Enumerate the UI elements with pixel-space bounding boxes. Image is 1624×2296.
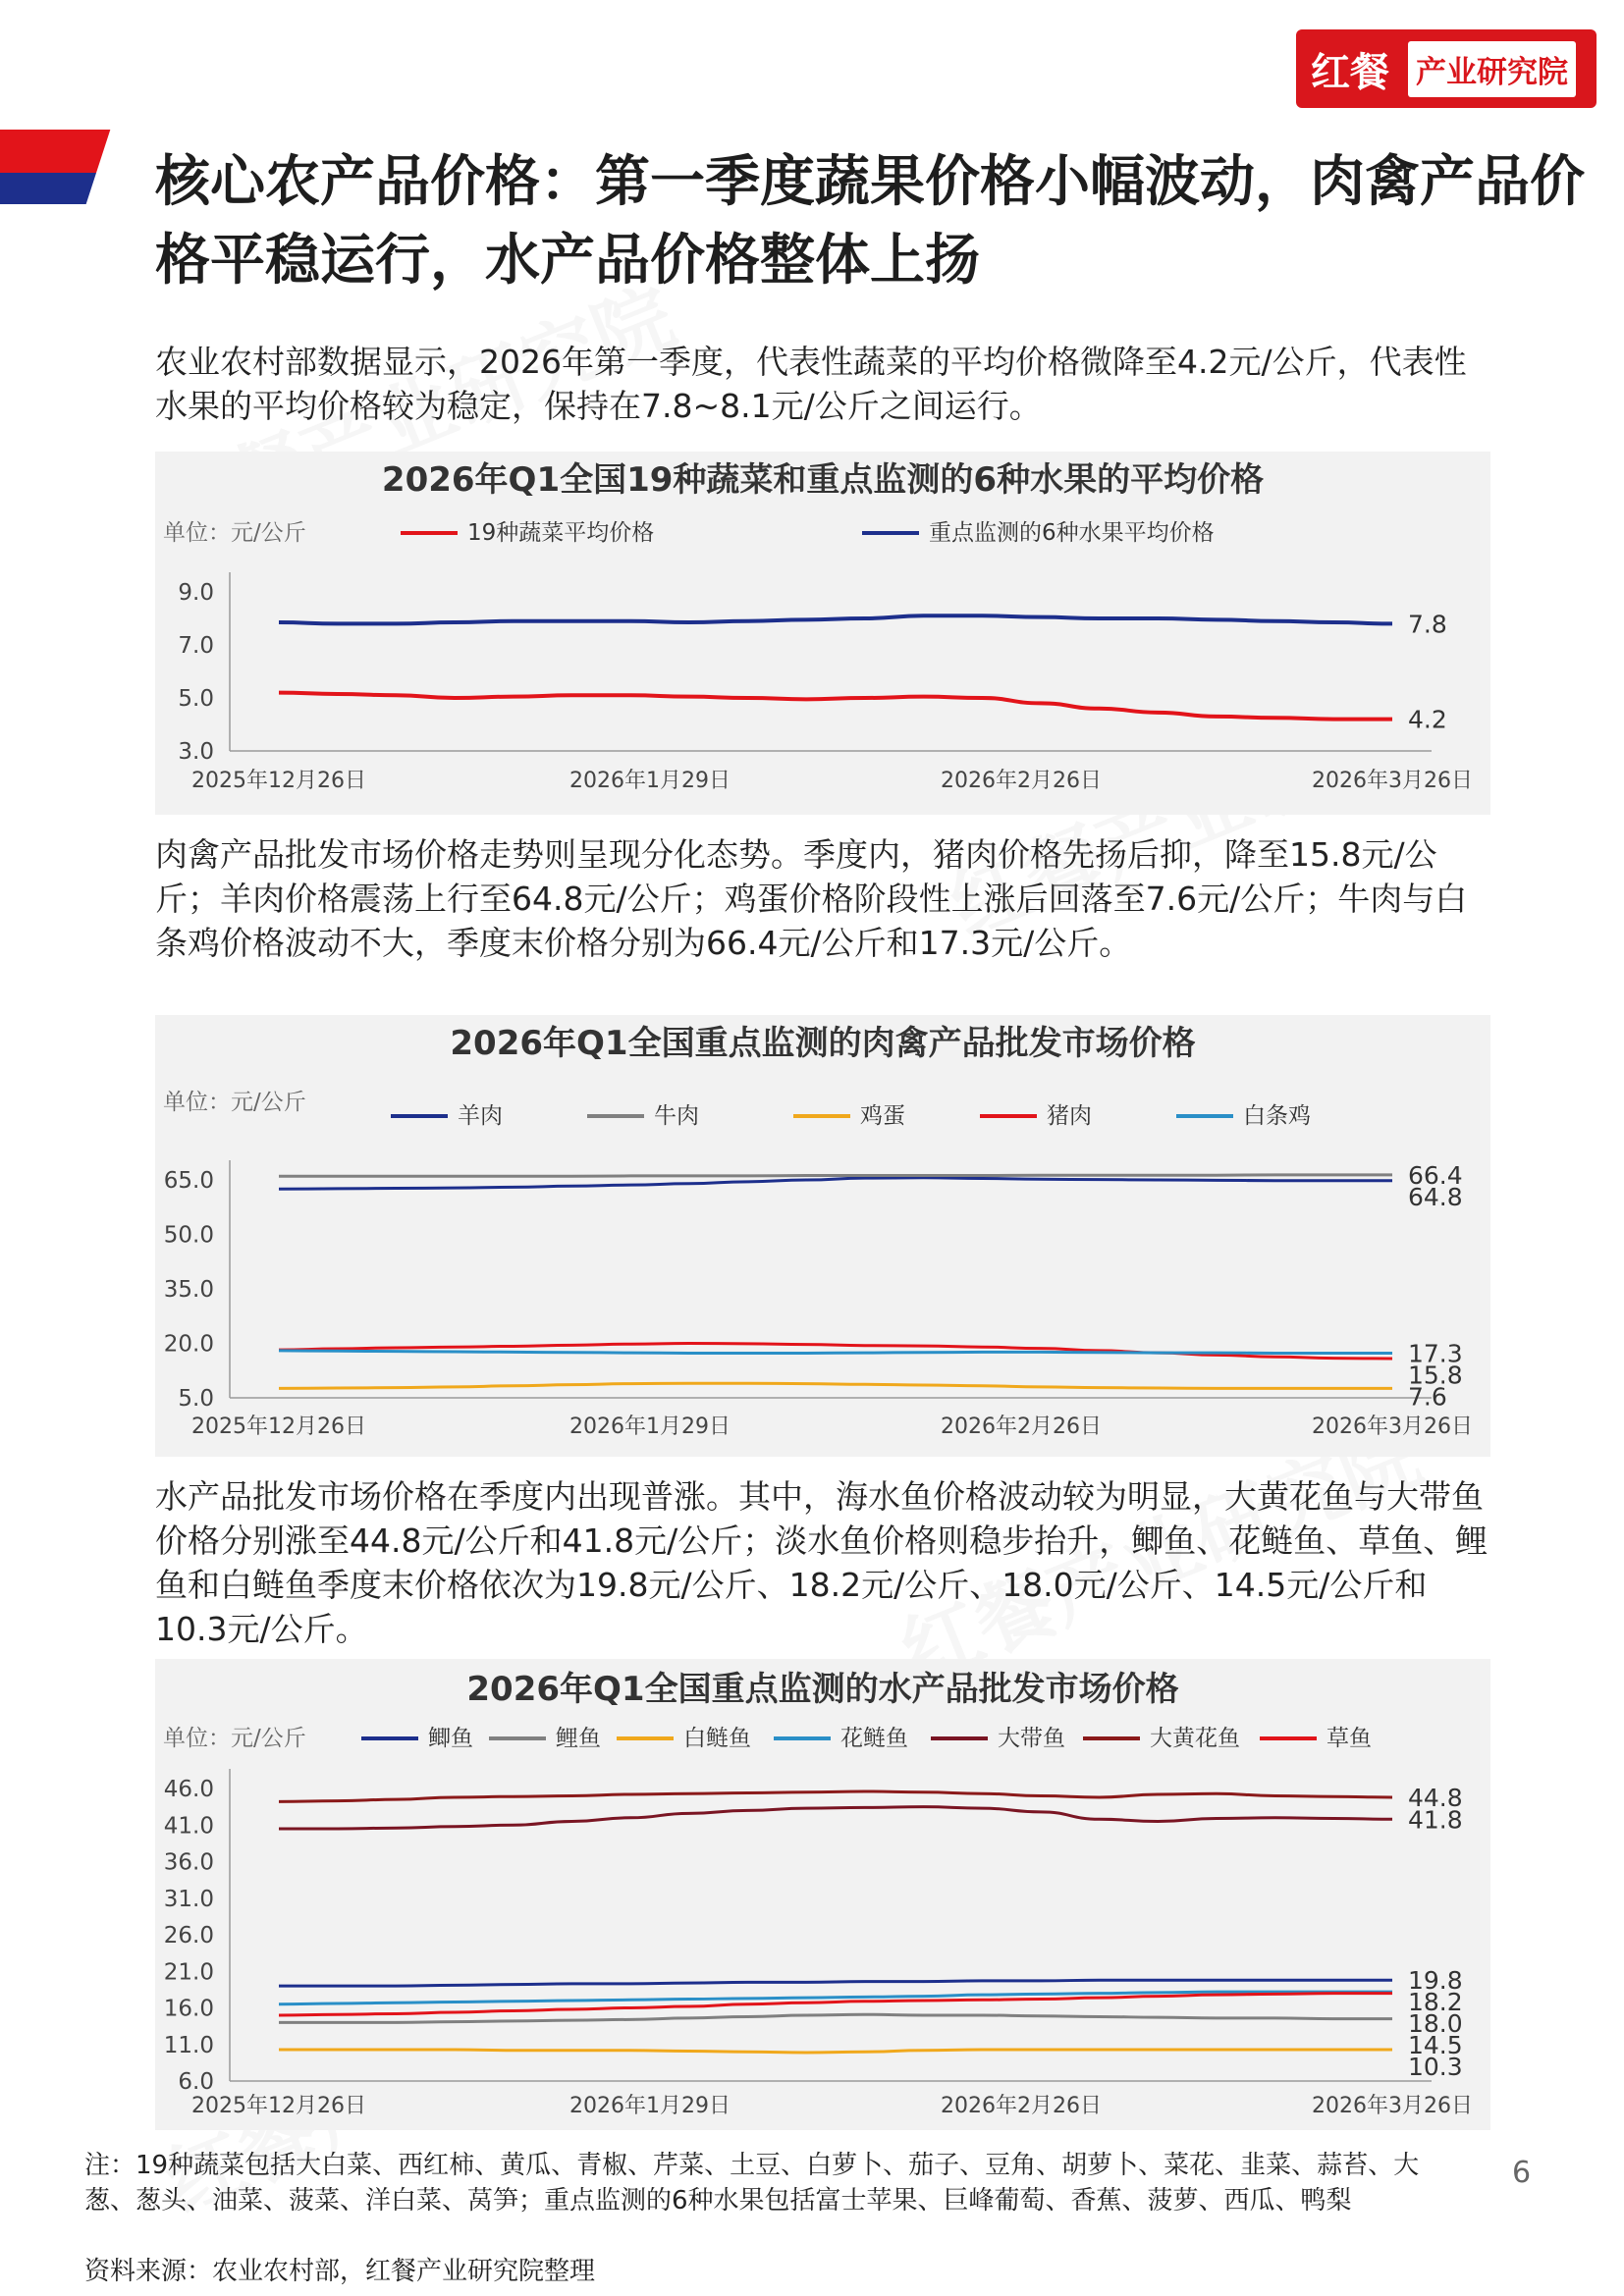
legend-label-3: 花鲢鱼 [840, 1726, 908, 1751]
end-value-label-0: 19.8 [1408, 1966, 1463, 1996]
paragraph-aquatic: 水产品批发市场价格在季度内出现普涨。其中，海水鱼价格波动较为明显，大黄花鱼与大带鱼价格分别涨至44.8元/公斤和41.8元/公斤；淡水鱼价格则稳步抬升，鲫鱼、花鲢鱼、草鱼、鲤鱼和白鲢鱼季度末价格依次为19.8元/公斤、18.2元/公斤、18.0元/公斤、14.5元/公斤和10.3元/公斤。 [155, 1477, 1489, 1648]
chart-title: 2026年Q1全国重点监测的肉禽产品批发市场价格 [450, 1024, 1196, 1063]
end-value-label-3: 18.2 [1408, 1988, 1463, 2017]
paragraph-meat: 肉禽产品批发市场价格走势则呈现分化态势。季度内，猪肉价格先扬后抑，降至15.8元/公斤；羊肉价格震荡上行至64.8元/公斤；鸡蛋价格阶段性上涨后回落至7.6元/公斤；牛肉与白条鸡价格波动不大，季度末价格分别为66.4元/公斤和17.3元/公斤。 [155, 835, 1468, 962]
legend-label-4: 白条鸡 [1243, 1103, 1311, 1129]
unit-label: 单位：元/公斤 [163, 520, 306, 546]
y-tick-label: 3.0 [178, 739, 214, 765]
y-tick-label: 21.0 [163, 1959, 214, 1986]
end-value-label-1: 66.4 [1408, 1160, 1463, 1190]
x-tick-label: 2026年3月26日 [1312, 769, 1473, 793]
paragraph-vegetables: 农业农村部数据显示，2026年第一季度，代表性蔬菜的平均价格微降至4.2元/公斤，代表性水果的平均价格较为稳定，保持在7.8~8.1元/公斤之间运行。 [155, 343, 1467, 425]
series-line-0 [279, 693, 1392, 720]
x-tick-label: 2026年1月29日 [569, 2094, 731, 2118]
legend-label-1: 重点监测的6种水果平均价格 [929, 520, 1215, 546]
series-line-4 [279, 1807, 1392, 1829]
chart-vegetables-fruits [155, 452, 1490, 815]
end-value-label-6: 18.0 [1408, 2009, 1463, 2039]
unit-label: 单位：元/公斤 [163, 1726, 306, 1751]
chart-title: 2026年Q1全国重点监测的水产品批发市场价格 [466, 1670, 1179, 1709]
page-title: 核心农产品价格：第一季度蔬果价格小幅波动，肉禽产品价格平稳运行，水产品价格整体上扬 [155, 150, 1585, 293]
end-value-label-0: 4.2 [1408, 705, 1447, 734]
y-tick-label: 16.0 [163, 1996, 214, 2022]
legend-label-1: 牛肉 [654, 1103, 699, 1129]
chart-svg-aquatic [155, 1659, 1490, 2130]
chart-svg-meat [155, 1015, 1490, 1457]
series-line-4 [279, 1351, 1392, 1354]
legend-label-2: 鸡蛋 [860, 1103, 905, 1129]
chart-meat-poultry [155, 1015, 1490, 1457]
brand-logo [1296, 29, 1597, 108]
logo-institute: 产业研究院 [1408, 41, 1576, 97]
series-line-2 [279, 1383, 1392, 1388]
legend-label-4: 大带鱼 [998, 1726, 1065, 1751]
legend-label-3: 猪肉 [1047, 1103, 1092, 1129]
series-line-1 [279, 1175, 1392, 1176]
y-tick-label: 36.0 [163, 1849, 214, 1876]
y-tick-label: 50.0 [163, 1222, 214, 1249]
y-tick-label: 20.0 [163, 1331, 214, 1358]
y-tick-label: 5.0 [178, 1386, 214, 1412]
x-tick-label: 2026年2月26日 [941, 2094, 1102, 2118]
legend-label-6: 草鱼 [1326, 1726, 1372, 1751]
x-tick-label: 2026年1月29日 [569, 769, 731, 793]
page-number: 6 [1512, 2156, 1532, 2190]
series-line-1 [279, 2014, 1392, 2022]
y-tick-label: 41.0 [163, 1813, 214, 1840]
y-tick-label: 35.0 [163, 1277, 214, 1303]
end-value-label-4: 17.3 [1408, 1339, 1463, 1368]
logo-brand: 红餐 [1311, 49, 1389, 95]
y-tick-label: 5.0 [178, 686, 214, 712]
chart-aquatic [155, 1659, 1490, 2130]
y-tick-label: 46.0 [163, 1777, 214, 1802]
end-value-label-0: 64.8 [1408, 1182, 1463, 1211]
x-tick-label: 2025年12月26日 [191, 2094, 366, 2118]
end-value-label-4: 41.8 [1408, 1805, 1463, 1835]
x-tick-label: 2026年2月26日 [941, 769, 1102, 793]
y-tick-label: 11.0 [163, 2032, 214, 2058]
y-tick-label: 26.0 [163, 1923, 214, 1949]
legend-label-1: 鲤鱼 [556, 1726, 601, 1751]
x-tick-label: 2025年12月26日 [191, 1415, 366, 1439]
chart-svg-vegetables [155, 452, 1490, 815]
legend-label-0: 19种蔬菜平均价格 [467, 520, 655, 546]
series-line-5 [279, 1791, 1392, 1801]
legend-label-2: 白鲢鱼 [683, 1726, 751, 1751]
end-value-label-2: 10.3 [1408, 2053, 1463, 2082]
title-accent-red [0, 130, 114, 173]
unit-label: 单位：元/公斤 [163, 1090, 306, 1115]
y-tick-label: 9.0 [178, 580, 214, 606]
legend-label-5: 大黄花鱼 [1150, 1726, 1240, 1751]
series-line-1 [279, 615, 1392, 623]
end-value-label-1: 14.5 [1408, 2031, 1463, 2060]
series-line-0 [279, 1178, 1392, 1189]
end-value-label-1: 7.8 [1408, 610, 1447, 639]
y-tick-label: 65.0 [163, 1168, 214, 1194]
series-line-2 [279, 2050, 1392, 2053]
x-tick-label: 2026年2月26日 [941, 1415, 1102, 1439]
legend-label-0: 羊肉 [458, 1103, 503, 1129]
y-tick-label: 7.0 [178, 633, 214, 659]
source-note: 资料来源：农业农村部，红餐产业研究院整理 [84, 2257, 596, 2286]
series-line-0 [279, 1980, 1392, 1986]
y-tick-label: 31.0 [163, 1886, 214, 1912]
x-tick-label: 2025年12月26日 [191, 769, 366, 793]
x-tick-label: 2026年3月26日 [1312, 1415, 1473, 1439]
legend-label-0: 鲫鱼 [428, 1726, 473, 1751]
x-tick-label: 2026年1月29日 [569, 1415, 731, 1439]
y-tick-label: 6.0 [178, 2069, 214, 2095]
footnote: 注：19种蔬菜包括大白菜、西红柿、黄瓜、青椒、芹菜、土豆、白萝卜、茄子、豆角、胡萝卜、菜花、韭菜、蒜苔、大葱、葱头、油菜、菠菜、洋白菜、莴笋；重点监测的6种水果包括富士苹果、巨峰葡萄、香蕉、菠萝、西瓜、鸭梨 [84, 2151, 1420, 2216]
chart-title: 2026年Q1全国19种蔬菜和重点监测的6种水果的平均价格 [381, 460, 1265, 500]
x-tick-label: 2026年3月26日 [1312, 2094, 1473, 2118]
end-value-label-2: 7.6 [1408, 1382, 1447, 1412]
end-value-label-5: 44.8 [1408, 1783, 1463, 1812]
end-value-label-3: 15.8 [1408, 1361, 1463, 1390]
